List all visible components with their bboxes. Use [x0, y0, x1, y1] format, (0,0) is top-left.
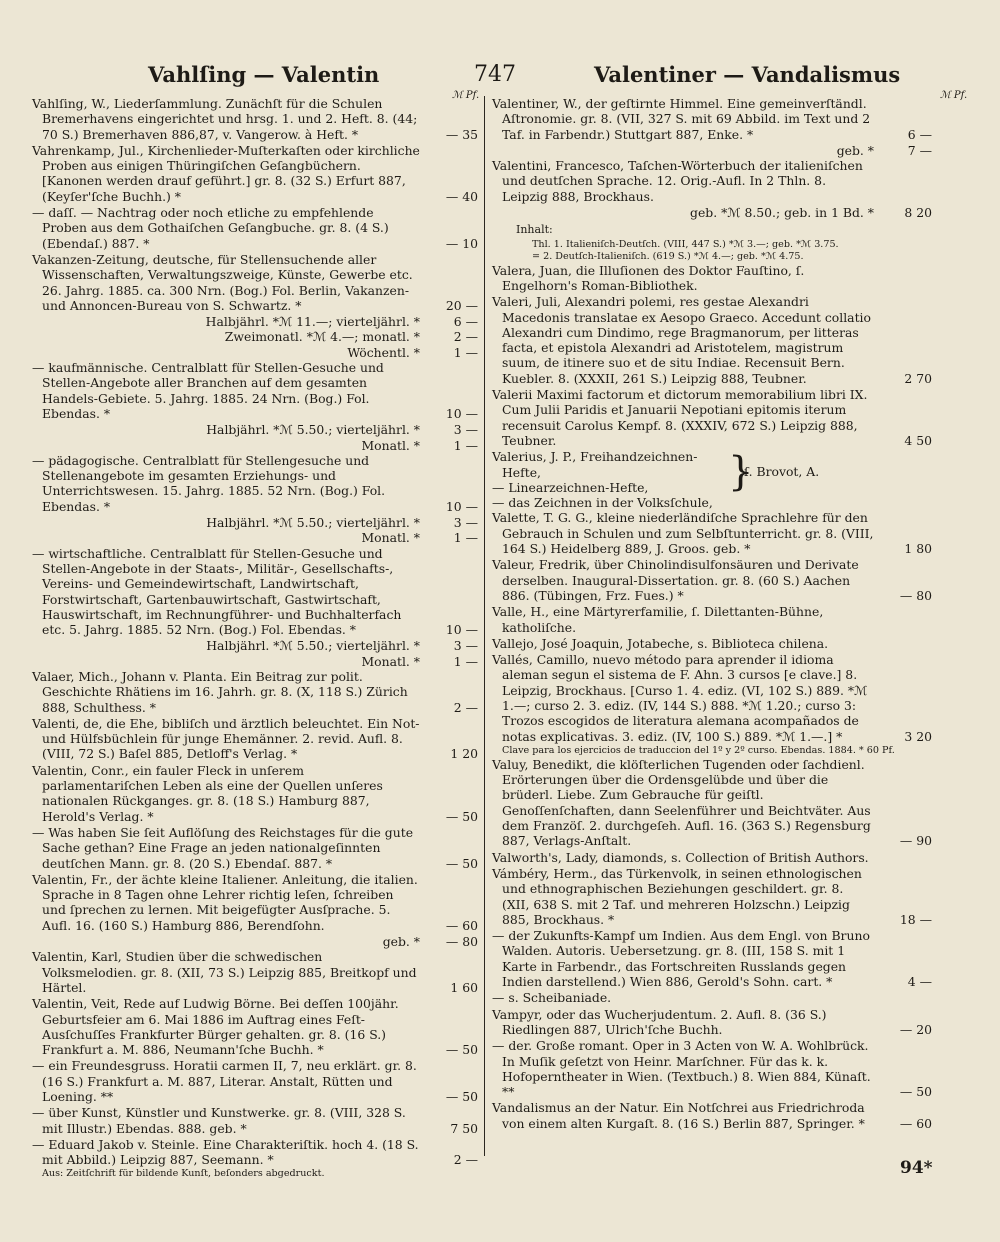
entry-text: Valette, T. G. G., kleine niederländiſche Sprachlehre für den Gebrauch in Schulen und zum Selbſtunterricht. gr. 8. (VIII, 164 S.) Heidelberg 889, J. Groos. geb. * [492, 510, 874, 557]
signature-mark: 94* [900, 1158, 933, 1178]
catalog-entry [492, 604, 932, 635]
currency-label-left: ℳ Pf. [452, 90, 480, 101]
catalog-entry [32, 96, 478, 142]
catalog-entry [492, 557, 932, 603]
braced-reference: ſ. Brovot, A. [744, 464, 820, 480]
entry-price: 3 — [453, 422, 478, 438]
catalog-entry [492, 928, 932, 989]
catalog-entry [32, 205, 478, 251]
contents-line: = 2. Deutſch-Italieniſch. (619 S.) *ℳ 4.—; geb. *ℳ 4.75. [532, 250, 804, 262]
entry-text: — pädagogische. Centralblatt für Stellengesuche und Stellenangebote im gesamten Erziehungs- und Unterrichtswesen. 15. Jahrg. 1885. 52 Nrn. (Bog.) Fol. Ebendas. * [32, 452, 386, 514]
entry-text: Valworth's, Lady, diamonds, s. Collection of British Authors. [492, 849, 869, 865]
entry-text: Valentini, Francesco, Taſchen-Wörterbuch der italieniſchen und deutſchen Sprache. 12. Orig.-Aufl. In 2 Thln. 8. Leipzig 888, Brockhaus. [492, 158, 863, 204]
catalog-entry [492, 866, 932, 927]
entry-text: Valuy, Benedikt, die klöſterlichen Tugenden oder ſachdienl. Erörterungen über die Ordensgelübde und über die brüderl. Liebe. Zum Gebrauche für geiſtl. Genoſſenſchaften, dann Seelenführer und Beichtväter. Aus dem Franzöſ. 2. durchgeſeh. Aufl. 16. (363 S.) Regensburg 887, Verlags-Anſtalt. [492, 756, 871, 849]
entry-text: Valeri, Juli, Alexandri polemi, res gestae Alexandri Macedonis translatae ex Aesopo Graeco. Accedunt collatio Alexandri cum Dindimo, rege Bragmanorum, per litteras facta, et epistola Alexandri ad Aristotelem, magistrum suum, de itinere suo et de situ Indiae. Recensuit Bern. Kuebler. 8. (XXXII, 261 S.) Leipzig 888, Teubner. [492, 294, 871, 386]
entry-price: 2 — [453, 699, 478, 715]
brace-mark: } [728, 449, 754, 496]
entry-price: 7 — [907, 142, 932, 158]
entry-text: Valerii Maximi factorum et dictorum memorabilium libri IX. Cum Julii Paridis et Januarii Nepotiani epitomis iterum recensuit Carolus Kempf. 8. (XXXIV, 672 S.) Leipzig 888, Teubner. [492, 387, 868, 448]
entry-text: Vakanzen-Zeitung, deutsche, für Stellensuchende aller Wissenschaften, Verwaltungszweige, Künste, Gewerbe etc. 26. Jahrg. 1885. ca. 300 Nrn. (Bog.) Fol. Berlin, Vakanzen- und Annoncen-Bureau von S. Schwartz. * [32, 251, 413, 313]
entry-price-line [32, 314, 478, 329]
braced-entry: — das Zeichnen in der Volksſchule, [492, 495, 713, 511]
entry-price: 1 — [453, 344, 478, 360]
entry-text: — s. Scheibaniade. [492, 990, 612, 1006]
entry-text: — daſſ. — Nachtrag oder noch etliche zu empfehlende Proben aus dem Gothaiſchen Geſangbuche. gr. 8. (4 S.) (Ebendaſ.) 887. * [32, 205, 389, 251]
entry-text: Valentin, Fr., der ächte kleine Italiener. Anleitung, die italien. Sprache in 8 Tagen ohne Lehrer richtig leſen, ſchreiben und ſprechen zu lernen. Mit beigefügter Ausſprache. 5. Aufl. 16. (160 S.) Hamburg 886, Berendſohn. [32, 871, 418, 933]
entry-text: — ein Freundesgruss. Horatii carmen II, 7, neu erklärt. gr. 8. (16 S.) Frankfurt a. M. 887, Literar. Anstalt, Rütten und Loening. ** [32, 1058, 417, 1104]
contents-heading: Inhalt: [516, 223, 553, 237]
entry-price: 1 20 [450, 746, 478, 762]
catalog-entry [492, 652, 932, 744]
entry-text: Vallés, Camillo, nuevo método para aprender il idioma aleman segun el sistema de F. Ahn. 3 cursos [e clave.] 8. Leipzig, Brockhaus. [Curso 1. 4. ediz. (VI, 102 S.) 889. *ℳ 1.—; curso 2. 3. ediz. (IV, 144 S.) 888. *ℳ 1.20.; curso 3: Trozos escogidos de literatura alemana acompañados de notas explicativas. 3. ediz. (IV, 100 S.) 889. *ℳ 1.—.] * [492, 652, 868, 744]
entry-note: Clave para los ejercicios de traduccion del 1º y 2º curso. Ebendas. 1884. * 60 Pf. [502, 744, 895, 756]
catalog-entry [492, 850, 932, 865]
entry-price: 18 — [899, 911, 932, 927]
entry-price: 4 — [907, 974, 932, 990]
price-line-text: Zweimonatl. *ℳ 4.—; monatl. * [224, 329, 420, 345]
entry-price: 6 — [453, 314, 478, 330]
entry-text: Vámbéry, Herm., das Türkenvolk, in seinen ethnologischen und ethnographischen Beziehungen geschildert. gr. 8. (XII, 638 S. mit 2 Taf. und mehreren Holzschn.) Leipzig 885, Brockhaus. * [492, 865, 862, 927]
entry-price-line [32, 329, 478, 344]
entry-text: Vandalismus an der Natur. Ein Notſchrei aus Friedrichroda von einem alten Kurgaſt. 8. (16 S.) Berlin 887, Springer. * [492, 1100, 865, 1131]
catalog-entry [492, 510, 932, 556]
entry-price: — 20 [899, 1021, 932, 1037]
catalog-entry [32, 453, 478, 514]
entry-text: — kaufmännische. Centralblatt für Stellen-Gesuche und Stellen-Angebote aller Branchen auf dem gesamten Handels-Gebiete. 5. Jahrg. 1885. 24 Nrn. (Bog.) Fol. Ebendas. * [32, 360, 384, 421]
entry-price: — 90 [899, 833, 932, 849]
entry-price: — 80 [899, 587, 932, 603]
entry-text: Vampyr, oder das Wucherjudentum. 2. Aufl. 8. (36 S.) Riedlingen 887, Ulrich'ſche Buchh. [492, 1006, 827, 1037]
price-line-text: Halbjährl. *ℳ 5.50.; vierteljährl. * [206, 515, 420, 531]
price-line-text: Wöchentl. * [347, 344, 420, 360]
entry-price: 3 — [453, 515, 478, 531]
entry-price: 2 70 [904, 370, 932, 386]
catalog-entry [492, 990, 932, 1005]
entry-price: — 50 [445, 855, 478, 871]
catalog-entry [32, 825, 478, 871]
entry-text: — über Kunst, Künstler und Kunstwerke. gr. 8. (VIII, 328 S. mit Illustr.) Ebendas. 888. geb. * [32, 1105, 406, 1136]
entry-text: Vahlſing, W., Liederſammlung. Zunächſt für die Schulen Bremerhavens eingerichtet und hrsg. 1. und 2. Heft. 8. (44; 70 S.) Bremerhaven 886,87, v. Vangerow. à Heft. * [32, 96, 418, 142]
catalog-entry [492, 387, 932, 448]
catalog-entry [32, 763, 478, 824]
entry-text: Valentiner, W., der geſtirnte Himmel. Eine gemeinverſtändl. Aſtronomie. gr. 8. (VII, 327 S. mit 69 Abbild. im Text und 2 Taf. in Farbendr.) Stuttgart 887, Enke. * [492, 96, 871, 142]
entry-text: Vallejo, José Joaquin, Jotabeche, s. Biblioteca chilena. [492, 635, 829, 651]
entry-text: — wirtschaftliche. Centralblatt für Stellen-Gesuche und Stellen-Angebote in der Staats-, Militär-, Gesellschafts-, Vereins- und Gemeindewirtschaft, Landwirtschaft, Forstwirtschaft, Gartenbauwirtschaft, Gastwirtschaft, Hauswirtschaft, im Rechnungführer- und Buchhalterfach etc. 5. Jahrg. 1885. 52 Nrn. (Bog.) Fol. Ebendas. * [32, 545, 402, 638]
entry-price: 1 — [453, 530, 478, 546]
catalog-entry [492, 263, 932, 294]
entry-text: Vahrenkamp, Jul., Kirchenlieder-Muſterkaſten oder kirchliche Proben aus einigen Thüringiſchen Geſangbüchern. [Kanonen werden drauf geführt.] gr. 8. (32 S.) Erfurt 887, (Keyſer'ſche Buchh.) * [32, 142, 420, 204]
catalog-entry [492, 294, 932, 386]
entry-price: — 10 [445, 235, 478, 251]
running-head-left: Vahlſing — Valentin [148, 62, 380, 87]
entry-price: 1 — [453, 437, 478, 453]
entry-price-line [32, 422, 478, 437]
catalog-entry [492, 757, 932, 849]
entry-text: Valeur, Fredrik, über Chinolindisulfonsäuren und Derivate derselben. Inaugural-Dissertation. gr. 8. (60 S.) Aachen 886. (Tübingen, Frz. Fues.) * [492, 557, 859, 603]
entry-price-line [32, 654, 478, 669]
price-line-text: Monatl. * [361, 530, 420, 546]
entry-price: 2 — [453, 329, 478, 345]
catalog-entry [492, 1100, 932, 1131]
entry-text: — der. Große romant. Oper in 3 Acten von W. A. Wohlbrück. In Muſik geſetzt von Heinr. Marſchner. Für das k. k. Hofoperntheater in Wien. (Textbuch.) 8. Wien 884, Künaſt. ** [492, 1038, 871, 1100]
entry-price: 10 — [445, 405, 478, 421]
entry-price: 8 20 [904, 205, 932, 221]
entry-price: 1 60 [450, 979, 478, 995]
catalog-entry [32, 1105, 478, 1136]
entry-text: — Was haben Sie ſeit Auflöſung des Reichstages für die gute Sache gethan? Eine Frage an jeden nationalgeſinnten deutſchen Mann. gr. 8. (20 S.) Ebendaſ. 887. * [32, 824, 414, 871]
entry-price-line [32, 934, 478, 949]
entry-price: — 60 [445, 917, 478, 933]
price-line-text: geb. * [836, 142, 874, 158]
entry-text: Valenti, de, die Ehe, bibliſch und ärztlich beleuchtet. Ein Not- und Hülfsbüchlein für junge Ehemänner. 2. revid. Aufl. 8. (VIII, 72 S.) Baſel 885, Detloff's Verlag. * [32, 715, 420, 762]
price-line-text: geb. *ℳ 8.50.; geb. in 1 Bd. * [690, 205, 874, 221]
catalog-entry [32, 669, 478, 715]
catalog-entry [32, 252, 478, 313]
entry-price-line [492, 205, 932, 220]
entry-price: 4 50 [904, 432, 932, 448]
catalog-entry [32, 1058, 478, 1104]
braced-entry-group [492, 449, 932, 510]
entry-price: 6 — [907, 126, 932, 142]
entry-text: Valentin, Karl, Studien über die schwedischen Volksmelodien. gr. 8. (XII, 73 S.) Leipzig 885, Breitkopf und Härtel. [32, 949, 417, 995]
entry-price: — 50 [445, 1042, 478, 1058]
catalog-entry [32, 949, 478, 995]
entry-price: 2 — [453, 1152, 478, 1168]
entry-price: 3 20 [904, 728, 932, 744]
entry-text: Valle, H., eine Märtyrerfamilie, ſ. Dilettanten-Bühne, katholiſche. [492, 604, 824, 635]
entry-price: — 40 [445, 188, 478, 204]
price-line-text: Halbjährl. *ℳ 11.—; vierteljährl. * [205, 314, 420, 330]
entry-price-line [492, 143, 932, 158]
entry-text: Valaer, Mich., Johann v. Planta. Ein Beitrag zur polit. Geschichte Rhätiens im 16. Jahrh. gr. 8. (X, 118 S.) Zürich 888, Schulthess. * [32, 668, 408, 715]
entry-text: Valentin, Conr., ein fauler Fleck in unſerem parlamentariſchen Leben als eine der Quellen unſeres nationalen Rückganges. gr. 8. (18 S.) Hamburg 887, Herold's Verlag. * [32, 762, 383, 824]
running-head-right: Valentiner — Vandalismus [594, 62, 901, 87]
catalog-entry [492, 96, 932, 142]
left-column [32, 96, 478, 1180]
entry-price: 20 — [445, 297, 478, 313]
entry-price: 10 — [445, 498, 478, 514]
entry-price-line [32, 345, 478, 360]
catalog-entry [492, 1007, 932, 1038]
page-number: 747 [474, 62, 516, 87]
price-line-text: Halbjährl. *ℳ 5.50.; vierteljährl. * [206, 422, 420, 438]
catalog-entry [32, 1137, 478, 1168]
entry-price: 3 — [453, 638, 478, 654]
entry-text: Valentin, Veit, Rede auf Ludwig Börne. Bei deſſen 100jähr. Geburtsfeier am 6. Mai 1886 im Auftrag eines Feſt-Ausſchuſſes Frankfurter Bürger gehalten. gr. 8. (16 S.) Frankfurt a. M. 886, Neumann'ſche Buchh. * [32, 996, 399, 1058]
braced-entry: — Linearzeichnen-Hefte, [492, 479, 649, 495]
catalog-entry [492, 158, 932, 204]
entry-price: 1 — [453, 653, 478, 669]
entry-price-line [32, 530, 478, 545]
right-column [492, 96, 932, 1132]
entry-price: — 35 [445, 126, 478, 142]
price-line-text: Monatl. * [361, 653, 420, 669]
entry-price: 7 50 [450, 1120, 478, 1136]
entry-price: — 50 [899, 1084, 932, 1100]
catalog-entry [32, 872, 478, 933]
entry-price: — 50 [445, 808, 478, 824]
price-line-text: Halbjährl. *ℳ 5.50.; vierteljährl. * [206, 638, 420, 654]
entry-price-line [32, 438, 478, 453]
price-line-text: geb. * [382, 934, 420, 950]
catalog-entry [32, 360, 478, 421]
catalog-entry [32, 716, 478, 762]
price-line-text: Monatl. * [361, 437, 420, 453]
entry-text: Valera, Juan, die Illuſionen des Doktor Fauſtino, ſ. Engelhorn's Roman-Bibliothek. [492, 262, 805, 293]
entry-price: 1 80 [904, 541, 932, 557]
contents-line: Thl. 1. Italieniſch-Deutſch. (VIII, 447 S.) *ℳ 3.—; geb. *ℳ 3.75. [532, 238, 839, 250]
currency-label-right: ℳ Pf. [940, 90, 968, 101]
column-divider [484, 96, 485, 1156]
entry-price: — 60 [899, 1115, 932, 1131]
catalog-entry [492, 636, 932, 651]
entry-price: 10 — [445, 622, 478, 638]
entry-price-line [32, 638, 478, 653]
catalog-entry [32, 996, 478, 1057]
catalog-entry [32, 546, 478, 638]
entry-text: — der Zukunfts-Kampf um Indien. Aus dem Engl. von Bruno Walden. Autoris. Uebersetzung. gr. 8. (III, 158 S. mit 1 Karte in Farbendr., das Fortschreiten Russlands gegen Indien darstellend.) Wien 886, Gerold's Sohn. cart. * [492, 928, 870, 990]
entry-price: — 80 [445, 934, 478, 950]
catalog-entry [32, 143, 478, 204]
entry-price: — 50 [445, 1089, 478, 1104]
catalog-entry [492, 1038, 932, 1099]
braced-entry: Valerius, J. P., Freihandzeichnen-Hefte, [492, 449, 698, 480]
entry-text: — Eduard Jakob v. Steinle. Eine Charakteriſtik. hoch 4. (18 S. mit Abbild.) Leipzig 887, Seemann. * [32, 1136, 419, 1168]
entry-note: Aus: Zeitſchrift für bildende Kunſt, beſonders abgedruckt. [42, 1168, 325, 1180]
entry-price-line [32, 515, 478, 530]
